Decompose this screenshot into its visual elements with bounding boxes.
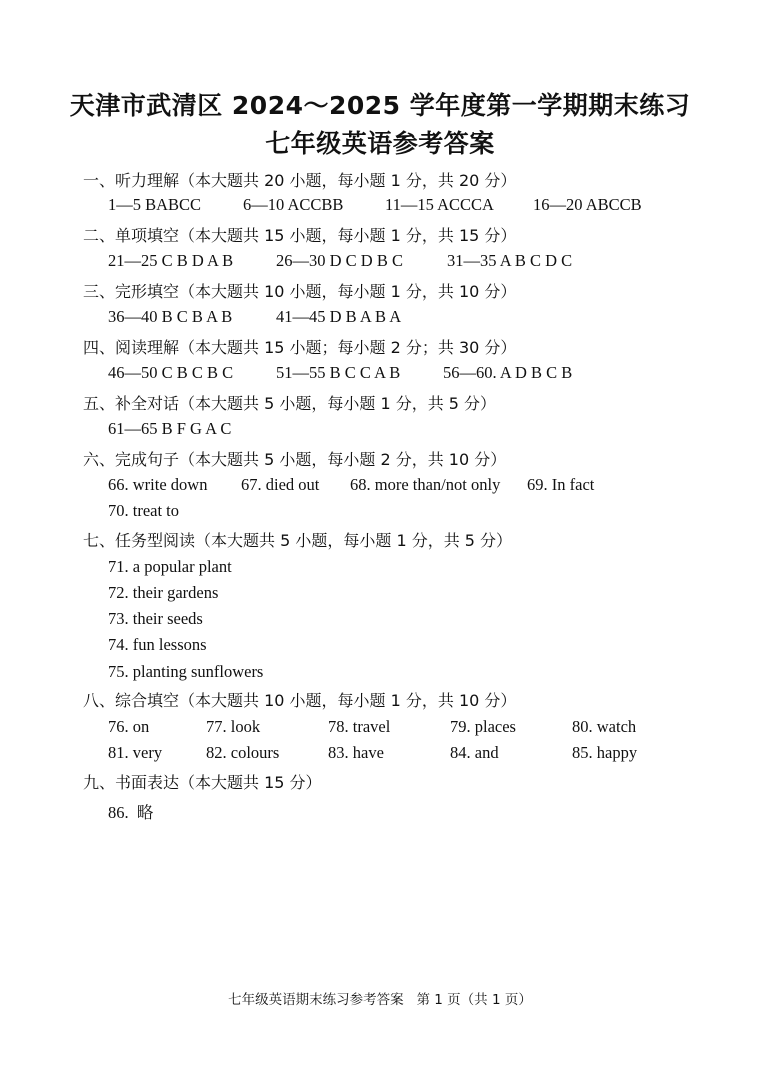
answer-item: 74. fun lessons <box>108 635 207 654</box>
answer-item: 86. 略 <box>108 803 154 822</box>
answer-item: 81. very <box>108 743 163 762</box>
section-heading-cloze: 三、完形填空（本大题共 10 小题，每小题 1 分，共 10 分） <box>83 282 517 301</box>
answer-item: 70. treat to <box>108 501 180 520</box>
page-footer: 七年级英语期末练习参考答案 第 1 页（共 1 页） <box>228 992 532 1008</box>
answer-item: 84. and <box>450 743 499 762</box>
answer-item: 68. more than/not only <box>350 475 501 494</box>
answer-item: 26—30 D C D B C <box>276 251 403 270</box>
answer-item: 56—60. A D B C B <box>443 363 573 382</box>
section-heading-comprehensive-fill: 八、综合填空（本大题共 10 小题，每小题 1 分，共 10 分） <box>83 691 517 710</box>
answer-item: 21—25 C B D A B <box>108 251 234 270</box>
answer-item: 75. planting sunflowers <box>108 662 264 681</box>
answer-item: 83. have <box>328 743 384 762</box>
section-heading-sentences: 六、完成句子（本大题共 5 小题，每小题 2 分，共 10 分） <box>83 450 507 469</box>
document-title: 天津市武清区 2024～2025 学年度第一学期期末练习 <box>69 91 691 120</box>
answer-item: 67. died out <box>241 475 320 494</box>
answer-item: 31—35 A B C D C <box>447 251 573 270</box>
section-heading-listening: 一、听力理解（本大题共 20 小题，每小题 1 分，共 20 分） <box>83 171 517 190</box>
section-heading-writing: 九、书面表达（本大题共 15 分） <box>83 773 322 792</box>
answer-item: 46—50 C B C B C <box>108 363 234 382</box>
document-subtitle: 七年级英语参考答案 <box>265 129 495 158</box>
answer-item: 71. a popular plant <box>108 557 232 576</box>
answer-item: 78. travel <box>328 717 391 736</box>
section-heading-task-reading: 七、任务型阅读（本大题共 5 小题，每小题 1 分，共 5 分） <box>83 531 513 550</box>
answer-item: 80. watch <box>572 717 637 736</box>
section-heading-reading: 四、阅读理解（本大题共 15 小题；每小题 2 分；共 30 分） <box>83 338 517 357</box>
section-heading-dialogue: 五、补全对话（本大题共 5 小题，每小题 1 分，共 5 分） <box>83 394 497 413</box>
answer-item: 16—20 ABCCB <box>533 195 642 214</box>
answer-item: 85. happy <box>572 743 638 762</box>
answer-item: 51—55 B C C A B <box>276 363 401 382</box>
answer-item: 82. colours <box>206 743 280 762</box>
answer-item: 6—10 ACCBB <box>243 195 344 214</box>
answer-item: 76. on <box>108 717 150 736</box>
answer-item: 79. places <box>450 717 516 736</box>
answer-item: 73. their seeds <box>108 609 203 628</box>
answer-item: 69. In fact <box>527 475 595 494</box>
answer-item: 72. their gardens <box>108 583 219 602</box>
answer-item: 77. look <box>206 717 261 736</box>
answer-item: 41—45 D B A B A <box>276 307 402 326</box>
section-heading-single-choice: 二、单项填空（本大题共 15 小题，每小题 1 分，共 15 分） <box>83 226 517 245</box>
answer-item: 61—65 B F G A C <box>108 419 232 438</box>
answer-item: 66. write down <box>108 475 208 494</box>
answer-item: 36—40 B C B A B <box>108 307 233 326</box>
answer-item: 1—5 BABCC <box>108 195 202 214</box>
answer-item: 11—15 ACCCA <box>385 195 494 214</box>
